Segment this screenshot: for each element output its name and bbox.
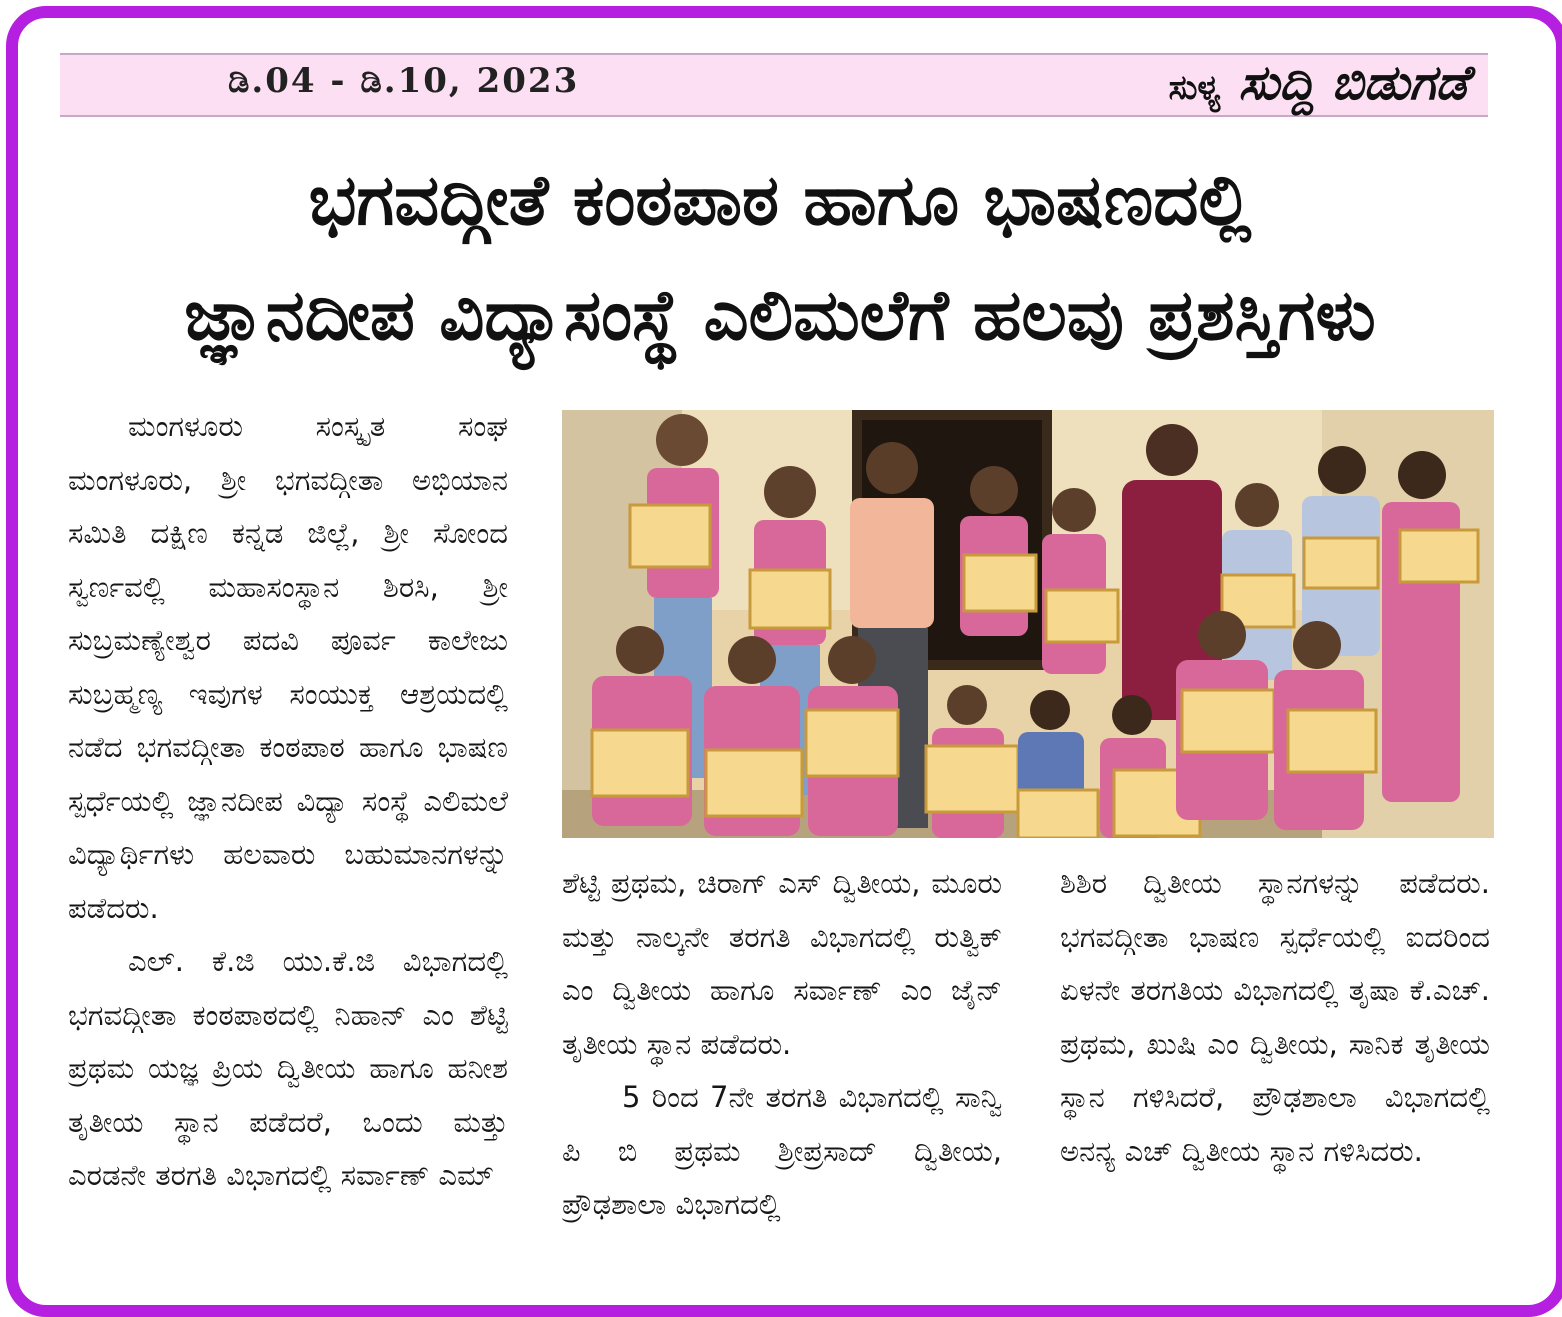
newspaper-header-bar (60, 53, 1488, 117)
paragraph: ಎಲ್. ಕೆ.ಜಿ ಯು.ಕೆ.ಜಿ ವಿಭಾಗದಲ್ಲಿ ಭಗವದ್ಗೀತಾ ಕಂಠಪಾಠದಲ್ಲಿ ನಿಹಾನ್ ಎಂ ಶೆಟ್ಟಿ ಪ್ರಥಮ ಯಜ್ಞ ಪ್ರಿಯ ದ್ವಿತೀಯ ಹಾಗೂ ಹನೀಶ ತೃತೀಯ ಸ್ಥಾನ ಪಡೆದರೆ, ಒಂದು ಮತ್ತು ಎರಡನೇ ತರಗತಿ ವಿಭಾಗದಲ್ಲಿ ಸರ್ವಾಣ್ ಎಮ್ (68, 944, 508, 1192)
paragraph: 5 ರಿಂದ 7ನೇ ತರಗತಿ ವಿಭಾಗದಲ್ಲಿ ಸಾನ್ವಿ ಪಿ ಬಿ ಪ್ರಥಮ ಶ್ರೀಪ್ರಸಾದ್ ದ್ವಿತೀಯ, ಪ್ರೌಢಶಾಲಾ ವಿಭಾಗದಲ್ಲಿ (562, 1080, 1002, 1221)
masthead-prefix: ಸುಳ್ಯ (1168, 68, 1221, 108)
issue-date: ಡಿ.04 - ಡಿ.10, 2023 (228, 61, 580, 101)
masthead-title: ಸುದ್ದಿ ಬಿಡುಗಡೆ (1238, 55, 1468, 111)
article-column-3 (1060, 857, 1490, 1178)
headline-line-2: ಜ್ಞಾನದೀಪ ವಿದ್ಯಾಸಂಸ್ಥೆ ಎಲಿಮಲೆಗೆ ಹಲವು ಪ್ರಶಸ್ತಿಗಳು (184, 274, 1376, 356)
article-column-2 (562, 857, 1002, 1232)
paragraph: ಮಂಗಳೂರು ಸಂಸ್ಕೃತ ಸಂಘ ಮಂಗಳೂರು, ಶ್ರೀ ಭಗವದ್ಗೀತಾ ಅಭಿಯಾನ ಸಮಿತಿ ದಕ್ಷಿಣ ಕನ್ನಡ ಜಿಲ್ಲೆ, ಶ್ರೀ ಸೋಂದ ಸ್ವರ್ಣವಲ್ಲಿ ಮಹಾಸಂಸ್ಥಾನ ಶಿರಸಿ, ಶ್ರೀ ಸುಬ್ರಮಣ್ಯೇಶ್ವರ ಪದವಿ ಪೂರ್ವ ಕಾಲೇಜು ಸುಬ್ರಹ್ಮಣ್ಯ ಇವುಗಳ ಸಂಯುಕ್ತ ಆಶ್ರಯದಲ್ಲಿ ನಡೆದ ಭಗವದ್ಗೀತಾ ಕಂಠಪಾಠ ಹಾಗೂ ಭಾಷಣ ಸ್ಪರ್ಧೆಯಲ್ಲಿ ಜ್ಞಾನದೀಪ ವಿದ್ಯಾ ಸಂಸ್ಥೆ ಎಲಿಮಲೆ ವಿದ್ಯಾರ್ಥಿಗಳು ಹಲವಾರು ಬಹುಮಾನಗಳನ್ನು ಪಡೆದರು. (68, 409, 508, 925)
headline-line-1: ಭಗವದ್ಗೀತೆ ಕಂಠಪಾಠ ಹಾಗೂ ಭಾಷಣದಲ್ಲಿ (308, 159, 1252, 241)
group-photo-illustration (562, 410, 1494, 838)
group-photo (562, 410, 1494, 838)
article-column-1 (68, 400, 508, 1203)
paragraph: ಶಿಶಿರ ದ್ವಿತೀಯ ಸ್ಥಾನಗಳನ್ನು ಪಡೆದರು. ಭಗವದ್ಗೀತಾ ಭಾಷಣ ಸ್ಪರ್ಧೆಯಲ್ಲಿ ಐದರಿಂದ ಏಳನೇ ತರಗತಿಯ ವಿಭಾಗದಲ್ಲಿ ತೃಷಾ ಕೆ.ಎಚ್. ಪ್ರಥಮ, ಖುಷಿ ಎಂ ದ್ವಿತೀಯ, ಸಾನಿಕ ತೃತೀಯ ಸ್ಥಾನ ಗಳಿಸಿದರೆ, ಪ್ರೌಢಶಾಲಾ ವಿಭಾಗದಲ್ಲಿ ಅನನ್ಯ ಎಚ್ ದ್ವಿತೀಯ ಸ್ಥಾನ ಗಳಿಸಿದರು. (1060, 866, 1490, 1168)
paragraph: ಶೆಟ್ಟಿ ಪ್ರಥಮ, ಚಿರಾಗ್ ಎಸ್ ದ್ವಿತೀಯ, ಮೂರು ಮತ್ತು ನಾಲ್ಕನೇ ತರಗತಿ ವಿಭಾಗದಲ್ಲಿ ರುತ್ವಿಕ್ ಎಂ ದ್ವಿತೀಯ ಹಾಗೂ ಸರ್ವಾಣ್ ಎಂ ಜೈನ್ ತೃತೀಯ ಸ್ಥಾನ ಪಡೆದರು. (562, 866, 1002, 1061)
masthead (1169, 55, 1468, 112)
